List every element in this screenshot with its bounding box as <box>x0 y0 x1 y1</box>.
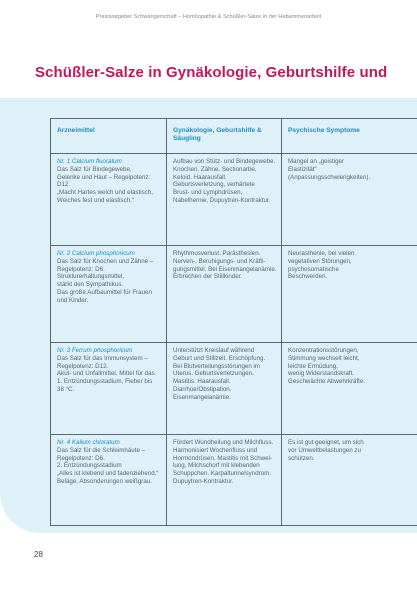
gyn-line: Geburtsverletzung, verhärtete <box>173 181 255 189</box>
remedy-cell <box>51 343 167 435</box>
description-line: „Alles ist klebend und fadenziehend.“ <box>57 470 159 478</box>
psych-line: Beschwerden. <box>288 273 328 281</box>
remedy-name: Nr. 4 Kalium chloratum <box>57 439 120 446</box>
gyn-line: Brust- und Lymphdrüsen, <box>173 189 243 197</box>
description-line: Das Salz für das Immunsystem – <box>57 354 148 362</box>
gyn-line: Hormondrüsen. Mastitis mit Schwel- <box>173 454 273 462</box>
psych-line: leichte Ermüdung, <box>288 362 338 370</box>
description-line: und Kinder. <box>57 296 89 304</box>
gynecology-cell <box>167 343 282 435</box>
gyn-line: Geburt und Stillzeit. Erschöpfung. <box>173 354 266 362</box>
remedy-cell <box>51 435 167 526</box>
page-title: Schüßler-Salze in Gynäkologie, Geburtshilfe und <box>35 64 388 81</box>
gynecology-cell <box>167 154 282 246</box>
column-header-remedy: Arzneimittel <box>51 119 167 154</box>
description-line: 1. Entzündungsstadium, Fieber bis <box>57 378 153 386</box>
description-line: „Macht Hartes weich und elastisch, <box>57 189 153 197</box>
psych-line: Geschwächte Abwehrkräfte. <box>288 378 366 386</box>
psych-line: (Anpassungsschwierigkeiten). <box>288 173 371 181</box>
description-line: Regelpotenz: D6. <box>57 265 105 273</box>
gyn-line: gungsmittel. Bei Eisenmangelanämie. <box>173 265 277 273</box>
table-row <box>51 246 417 343</box>
description-line: Das Salz für die Schleimhäute – <box>57 446 146 454</box>
gyn-line: Diarrhoe/Obstipation. <box>173 385 232 393</box>
gyn-line: Harmonisiert Wochenfluss und <box>173 446 258 454</box>
gyn-line: Mastitis. Haarausfall. <box>173 378 231 386</box>
gyn-line: Fördert Wundheilung und Milchfluss. <box>173 439 274 446</box>
description-line: Das große Aufbaumittel für Frauen <box>57 288 152 296</box>
psych-line: wenig Widerstandskraft. <box>288 370 355 378</box>
column-header-gynecology: Gynäkologie, Geburtshilfe & Säugling <box>167 119 282 154</box>
remedy-cell <box>51 154 167 246</box>
psychic-cell <box>282 343 417 435</box>
description-line: 38 °C. <box>57 385 75 393</box>
gynecology-cell <box>167 435 282 526</box>
description-line: Regelpotenz: D12. <box>57 362 109 370</box>
remedy-name: Nr. 1 Calcium fluoratum <box>57 158 122 165</box>
gynecology-cell <box>167 246 282 343</box>
gyn-line: Aufbau von Stütz- und Bindegewebe. <box>173 158 276 165</box>
gyn-line: Unterstützt Kreislauf während <box>173 347 255 354</box>
description-line: Das Salz für Knochen und Zähne – <box>57 257 154 265</box>
description-line: Beläge, Absonderungen weißgrau. <box>57 477 152 485</box>
psych-line: vegetativen Störungen, <box>288 257 352 265</box>
psychic-cell <box>282 246 417 343</box>
gyn-line: lung, Milchschorf mit klebenden <box>173 462 260 470</box>
gyn-line: Eisenmangelanämie. <box>173 393 231 401</box>
description-line: stärkt den Sympathikus. <box>57 281 124 289</box>
gyn-line: Rhythmusverlust. Parästhesien. <box>173 250 261 257</box>
gyn-line: Nabelhernie, Dupuytren-Kontraktur. <box>173 196 271 204</box>
gyn-line: Bei Blutverteilungsstörungen im <box>173 362 261 370</box>
description-line: Strukturerhaltungsmittel, <box>57 273 125 281</box>
remedy-table <box>50 118 417 526</box>
psych-line: Mangel an „geistiger <box>288 158 345 165</box>
gyn-line: Knochen. Zähne. Sectionarbe. <box>173 165 257 173</box>
gyn-line: Schuppchen. Karpaltunnelsyndrom. <box>173 470 272 478</box>
running-head: Praxisratgeber Schwangerschaft – Homöopathie & Schüßler-Salze in der Hebammenarbeit <box>95 14 322 20</box>
remedy-name: Nr. 2 Calcium phosphoricum <box>57 250 135 257</box>
gyn-line: Keloid. Haarausfall. <box>173 173 227 181</box>
psych-line: Stimmung wechselt leicht, <box>288 354 360 362</box>
psych-line: Es ist gut geeignet, um sich <box>288 439 364 446</box>
description-line: Regelpotenz: D6. <box>57 454 105 462</box>
psych-line: Elastizität“ <box>288 165 317 173</box>
gyn-line: Uterus. Geburtsverletzungen. <box>173 370 254 378</box>
psych-line: Neurasthenie, bei vielen <box>288 250 355 257</box>
gyn-line: Nerven-, Beruhigungs- und Kräfti- <box>173 257 266 265</box>
psych-line: Konzentrationsstörungen, <box>288 347 359 354</box>
page-number: 28 <box>34 550 43 559</box>
psych-line: schützen. <box>288 454 315 462</box>
description-line: Das Salz für Bindegewebe, <box>57 165 132 173</box>
gyn-line: Erbrechen der Stillkinder. <box>173 273 243 281</box>
gyn-line: Dupuytren-Kontraktur. <box>173 477 234 485</box>
table-row <box>51 154 417 246</box>
description-line: Akut- und Unfallmittel. Mittel für das <box>57 370 155 378</box>
description-line: Gelenke und Haut – Regelpotenz: D12. <box>57 173 151 189</box>
description-line: 2. Entzündungsstadium <box>57 462 122 470</box>
psychic-cell <box>282 154 417 246</box>
description-line: Weiches fest und elastisch.“ <box>57 196 134 204</box>
table-row <box>51 343 417 435</box>
column-header-psychic: Psychische Symptome <box>282 119 417 154</box>
remedy-cell <box>51 246 167 343</box>
table-header-row <box>51 119 417 154</box>
table-row <box>51 435 417 526</box>
psych-line: vor Umweltbelastungen zu <box>288 446 361 454</box>
remedy-name: Nr. 3 Ferrum phosphoricum <box>57 347 133 354</box>
psych-line: psychosomatische <box>288 265 339 273</box>
psychic-cell <box>282 435 417 526</box>
